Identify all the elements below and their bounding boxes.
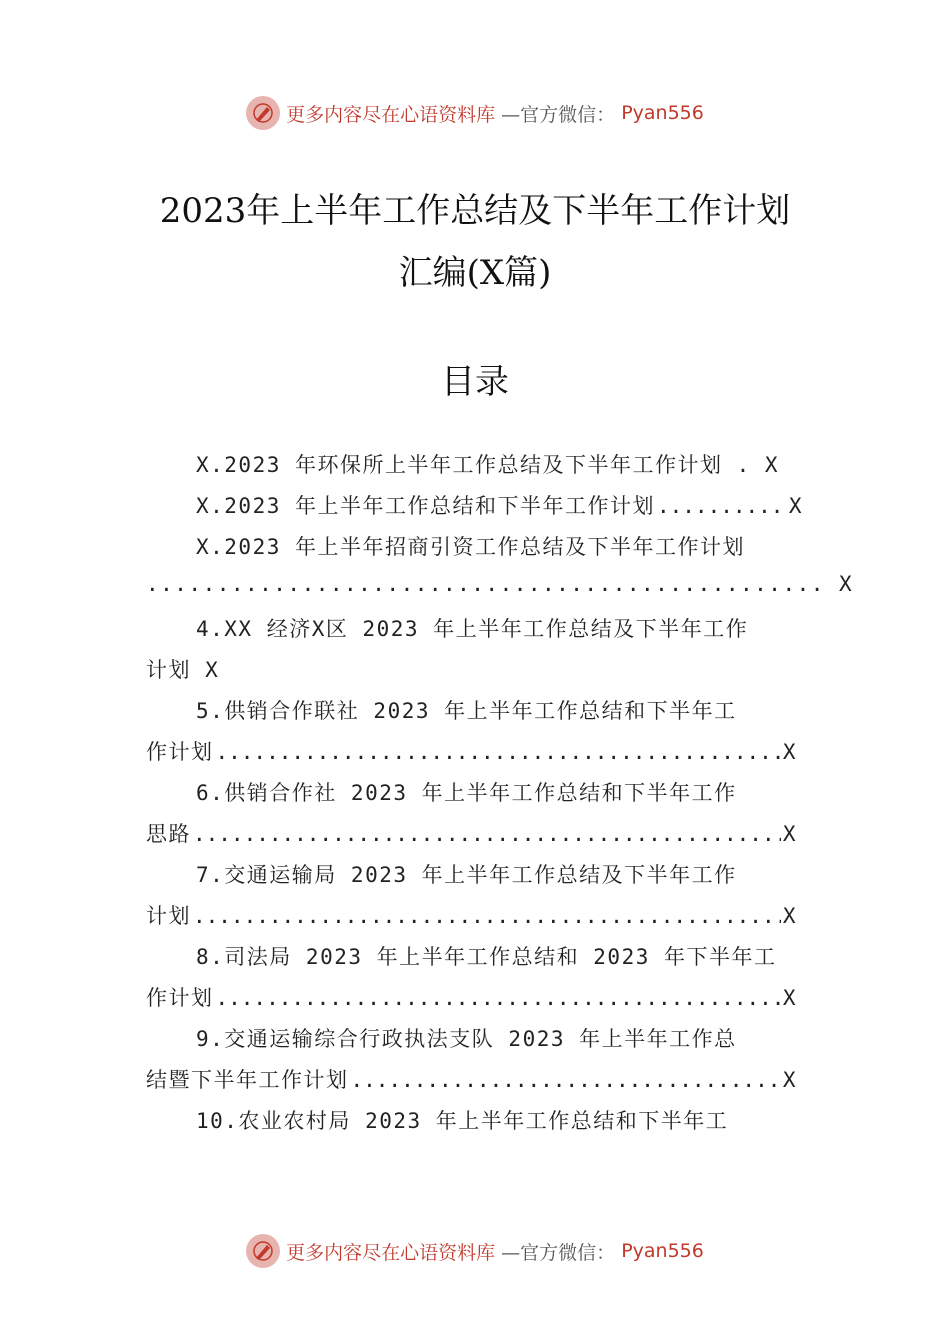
watermark-wechat: Pyan556: [621, 102, 704, 124]
watermark-brand: 更多内容尽在心语资料库: [286, 103, 496, 126]
doc-title-line2: 汇编(X篇): [398, 253, 552, 293]
toc-entry-2-text: X.2023 年上半年工作总结和下半年工作计划: [196, 494, 655, 518]
toc-leader: [193, 904, 781, 928]
toc-entry-1[interactable]: X.2023 年环保所上半年工作总结及下半年工作计划 . X: [196, 453, 780, 477]
toc-entry-9-cont: [146, 1064, 797, 1094]
watermark-brand: 更多内容尽在心语资料库: [286, 1241, 496, 1264]
toc-entry-6-cont: [146, 818, 797, 848]
toc-leader: [216, 740, 781, 764]
toc-entry-8[interactable]: 8.司法局 2023 年上半年工作总结和 2023 年下半年工: [196, 945, 777, 969]
toc-entry-7[interactable]: 7.交通运输局 2023 年上半年工作总结及下半年工作: [196, 863, 737, 887]
toc-leader: [216, 986, 781, 1010]
toc-entry-3[interactable]: X.2023 年上半年招商引资工作总结及下半年工作计划: [196, 535, 745, 559]
toc-entry-2-page: X: [788, 494, 803, 518]
toc-entry-7-text: 计划: [146, 904, 191, 928]
watermark-sep: —官方微信：: [501, 1241, 616, 1264]
toc-heading: 目录: [441, 362, 509, 402]
toc-entry-5[interactable]: 5.供销合作联社 2023 年上半年工作总结和下半年工: [196, 699, 737, 723]
toc-entry-8-text: 作计划: [146, 986, 214, 1010]
toc-entry-10[interactable]: 10.农业农村局 2023 年上半年工作总结和下半年工: [196, 1109, 729, 1133]
toc-entry-2[interactable]: [196, 490, 803, 520]
toc-entry-9[interactable]: 9.交通运输综合行政执法支队 2023 年上半年工作总: [196, 1027, 737, 1051]
toc-entry-4[interactable]: 4.XX 经济X区 2023 年上半年工作总结及下半年工作: [196, 617, 749, 641]
toc-entry-5-page: X: [782, 740, 797, 764]
toc-entry-6[interactable]: 6.供销合作社 2023 年上半年工作总结和下半年工作: [196, 781, 737, 805]
toc-entry-4-cont: 计划 X: [146, 658, 220, 682]
watermark-bottom: [0, 1234, 950, 1268]
toc-entry-5-text: 作计划: [146, 740, 214, 764]
toc-entry-5-cont: [146, 736, 797, 766]
toc-leader: [351, 1068, 781, 1092]
watermark-top: [0, 96, 950, 130]
pen-logo-icon: [246, 1234, 280, 1268]
toc-entry-8-page: X: [782, 986, 797, 1010]
doc-title-line1: 2023年上半年工作总结及下半年工作计划: [159, 191, 791, 231]
toc-entry-7-page: X: [782, 904, 797, 928]
toc-entry-6-text: 思路: [146, 822, 191, 846]
toc-entry-9-text: 结暨下半年工作计划: [146, 1068, 349, 1092]
watermark-sep: —官方微信：: [501, 103, 616, 126]
toc-leader: [193, 822, 781, 846]
pen-logo-icon: [246, 96, 280, 130]
toc-leader: [657, 494, 787, 518]
toc-entry-3-leader: ................................................ X: [146, 572, 854, 596]
toc-entry-8-cont: [146, 982, 797, 1012]
toc-entry-7-cont: [146, 900, 797, 930]
toc-entry-9-page: X: [782, 1068, 797, 1092]
toc-entry-6-page: X: [782, 822, 797, 846]
watermark-wechat: Pyan556: [621, 1240, 704, 1262]
